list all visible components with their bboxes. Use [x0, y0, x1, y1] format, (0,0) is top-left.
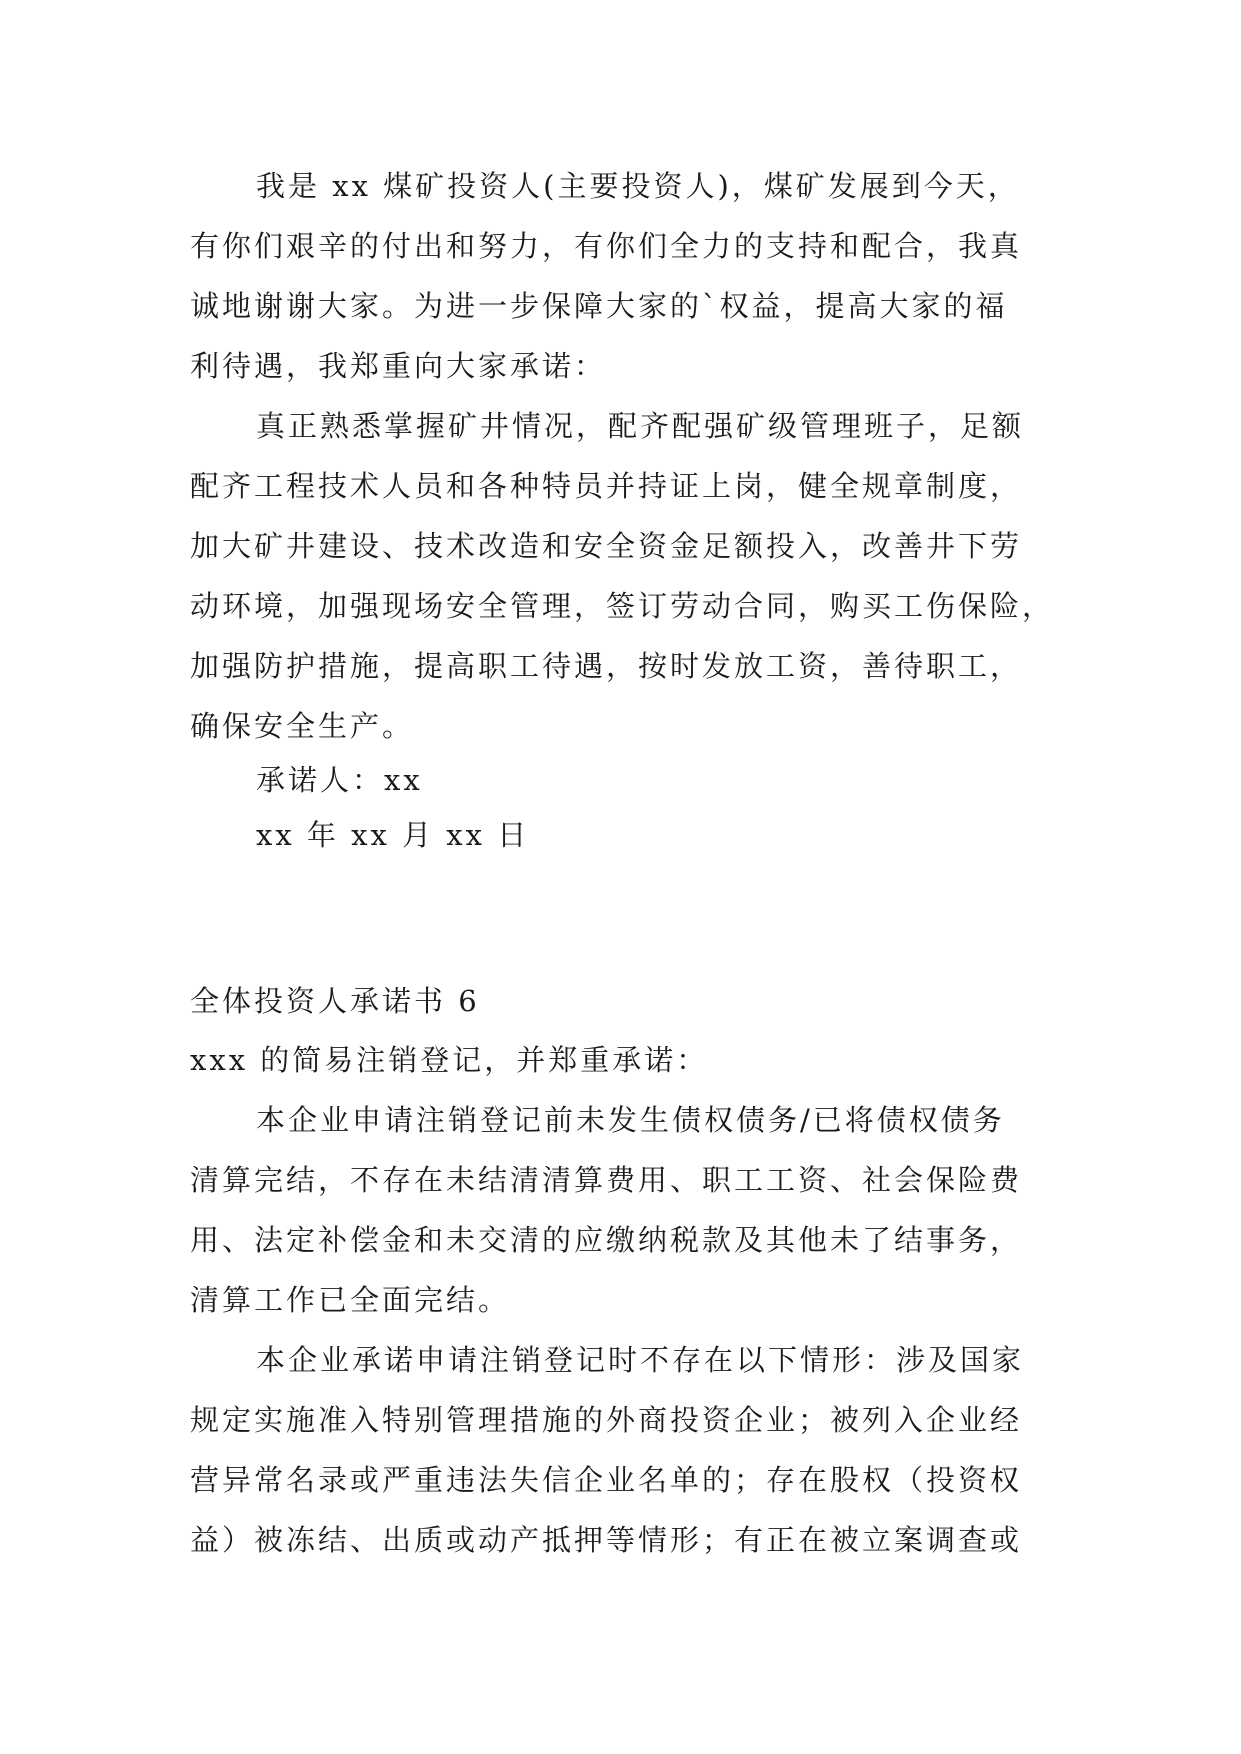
paragraph-line: 真正熟悉掌握矿井情况，配齐配强矿级管理班子，足额 — [256, 409, 1025, 443]
intro-line: xxx 的简易注销登记，并郑重承诺： — [190, 1043, 709, 1077]
paragraph-line: 动环境，加强现场安全管理，签订劳动合同，购买工伤保险， — [190, 589, 1055, 623]
signer-line: 承诺人：xx — [256, 763, 423, 797]
paragraph-line: 有你们艰辛的付出和努力，有你们全力的支持和配合，我真 — [190, 229, 1023, 263]
paragraph-line: 本企业承诺申请注销登记时不存在以下情形：涉及国家 — [256, 1343, 1025, 1377]
paragraph-line: 配齐工程技术人员和各种特员并持证上岗，健全规章制度， — [190, 469, 1023, 503]
paragraph-line: 营异常名录或严重违法失信企业名单的；存在股权（投资权 — [190, 1463, 1023, 1497]
paragraph-line: 确保安全生产。 — [190, 709, 415, 743]
section-title: 全体投资人承诺书 6 — [190, 984, 480, 1018]
paragraph-line: 益）被冻结、出质或动产抵押等情形；有正在被立案调查或 — [190, 1523, 1023, 1557]
paragraph-line: 诚地谢谢大家。为进一步保障大家的`权益，提高大家的福 — [190, 289, 1008, 323]
paragraph-line: 利待遇，我郑重向大家承诺： — [190, 349, 607, 383]
paragraph-line: 我是 xx 煤矿投资人(主要投资人)，煤矿发展到今天， — [256, 169, 1020, 203]
paragraph-line: 加大矿井建设、技术改造和安全资金足额投入，改善井下劳 — [190, 529, 1023, 563]
paragraph-line: 本企业申请注销登记前未发生债权债务/已将债权债务 — [256, 1103, 1005, 1137]
paragraph-line: 规定实施准入特别管理措施的外商投资企业；被列入企业经 — [190, 1403, 1023, 1437]
paragraph-line: 清算完结，不存在未结清清算费用、职工工资、社会保险费 — [190, 1163, 1023, 1197]
paragraph-line: 加强防护措施，提高职工待遇，按时发放工资，善待职工， — [190, 649, 1023, 683]
paragraph-line: 清算工作已全面完结。 — [190, 1283, 511, 1317]
paragraph-line: 用、法定补偿金和未交清的应缴纳税款及其他未了结事务， — [190, 1223, 1023, 1257]
date-line: xx 年 xx 月 xx 日 — [256, 818, 530, 852]
